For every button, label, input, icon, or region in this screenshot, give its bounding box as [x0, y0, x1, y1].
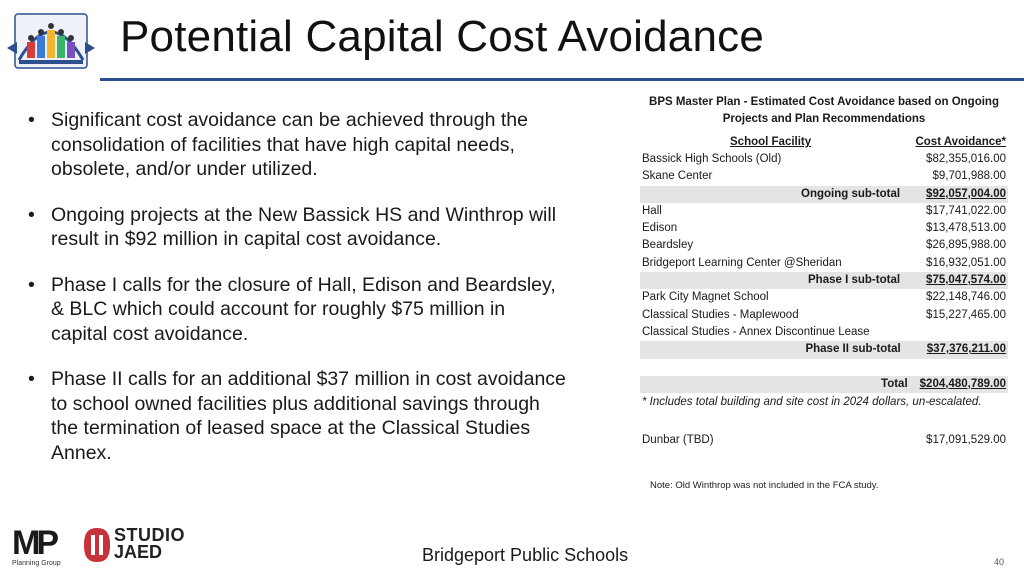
subtotal-value: $37,376,211.00	[926, 343, 1006, 356]
table-row	[640, 289, 1008, 306]
subtotal-label: Phase I sub-total	[808, 274, 901, 287]
subtotal-label: Ongoing sub-total	[801, 187, 901, 200]
subtotal-label: Phase II sub-total	[805, 343, 901, 356]
column-header-facility: School Facility	[730, 136, 812, 148]
table-footnote: * Includes total building and site cost in 2024 dollars, un-escalated.	[642, 395, 982, 408]
school-logo-icon	[5, 8, 97, 74]
jaed-logo-text: JAED	[114, 542, 163, 562]
facility-cost: $15,227,465.00	[926, 308, 1006, 321]
facility-name: Edison	[642, 222, 678, 235]
table-row	[640, 220, 1008, 237]
studio-logo-text: STUDIO	[114, 525, 186, 545]
bullet-item: • Phase II calls for an additional $37 million in cost avoidance to school owned facilities plus additional savings through the termination of leased space at the Classical Studies Annex.	[26, 367, 566, 465]
facility-cost: $17,091,529.00	[926, 433, 1006, 446]
bullet-item: • Ongoing projects at the New Bassick HS and Winthrop will result in $92 million in capital cost avoidance.	[26, 203, 566, 252]
table-row	[640, 203, 1008, 220]
table-spacer	[640, 359, 1008, 376]
subtotal-row-ongoing	[640, 186, 1008, 203]
total-label: Total	[881, 377, 908, 390]
table-row	[640, 255, 1008, 272]
table-spacer	[640, 412, 1008, 432]
table-row	[640, 237, 1008, 254]
facility-name: Skane Center	[642, 170, 713, 183]
facility-name: Classical Studies - Maplewood	[642, 308, 799, 321]
fca-note: Note: Old Winthrop was not included in the FCA study.	[650, 480, 879, 491]
facility-cost: $16,932,051.00	[926, 256, 1006, 269]
bullet-list	[26, 108, 566, 486]
facility-name: Bassick High Schools (Old)	[642, 153, 782, 165]
footer-org: Bridgeport Public Schools	[422, 545, 629, 565]
mp-logo-subtitle: Planning Group	[12, 560, 61, 567]
facility-name: Classical Studies - Annex Discontinue Lease	[642, 325, 870, 338]
cost-avoidance-table	[640, 94, 1008, 449]
facility-cost: $9,701,988.00	[932, 170, 1006, 183]
table-row-dunbar	[640, 432, 1008, 449]
studio-jaed-logo	[114, 527, 185, 561]
column-header-cost: Cost Avoidance*	[915, 136, 1006, 148]
table-row	[640, 307, 1008, 324]
page-number: 40	[994, 557, 1005, 567]
page-title: Potential Capital Cost Avoidance	[120, 12, 764, 61]
subtotal-row-phase1	[640, 272, 1008, 289]
table-row	[640, 168, 1008, 185]
facility-cost: $13,478,513.00	[926, 222, 1006, 235]
mp-planning-group-logo	[12, 526, 70, 568]
facility-cost: $22,148,746.00	[926, 291, 1006, 304]
facility-name: Hall	[642, 204, 662, 217]
table-title: BPS Master Plan - Estimated Cost Avoidance based on Ongoing Projects and Plan Recommendations	[649, 96, 999, 125]
table-header-row	[640, 133, 1008, 151]
facility-cost: $82,355,016.00	[926, 153, 1006, 165]
facility-name: Park City Magnet School	[642, 291, 769, 304]
total-value: $204,480,789.00	[919, 377, 1006, 390]
mp-logo-text: MP	[12, 524, 55, 562]
subtotal-value: $92,057,004.00	[926, 187, 1006, 200]
facility-name: Dunbar (TBD)	[642, 433, 714, 446]
facility-cost: $17,741,022.00	[926, 204, 1006, 217]
subtotal-row-phase2	[640, 341, 1008, 358]
table-row	[640, 324, 1008, 341]
table-row	[640, 151, 1008, 168]
facility-cost: $26,895,988.00	[926, 239, 1006, 252]
bullet-item: • Significant cost avoidance can be achieved through the consolidation of facilities that have high capital needs, obsolete, and/or under utilized.	[26, 108, 566, 182]
total-row	[640, 376, 1008, 393]
title-divider	[100, 78, 1024, 81]
facility-name: Beardsley	[642, 239, 694, 252]
facility-name: Bridgeport Learning Center @Sheridan	[642, 256, 842, 269]
studio-jaed-icon	[82, 526, 112, 564]
bullet-item: • Phase I calls for the closure of Hall, Edison and Beardsley, & BLC which could account for roughly $75 million in capital cost avoidance.	[26, 273, 566, 347]
subtotal-value: $75,047,574.00	[926, 274, 1006, 287]
